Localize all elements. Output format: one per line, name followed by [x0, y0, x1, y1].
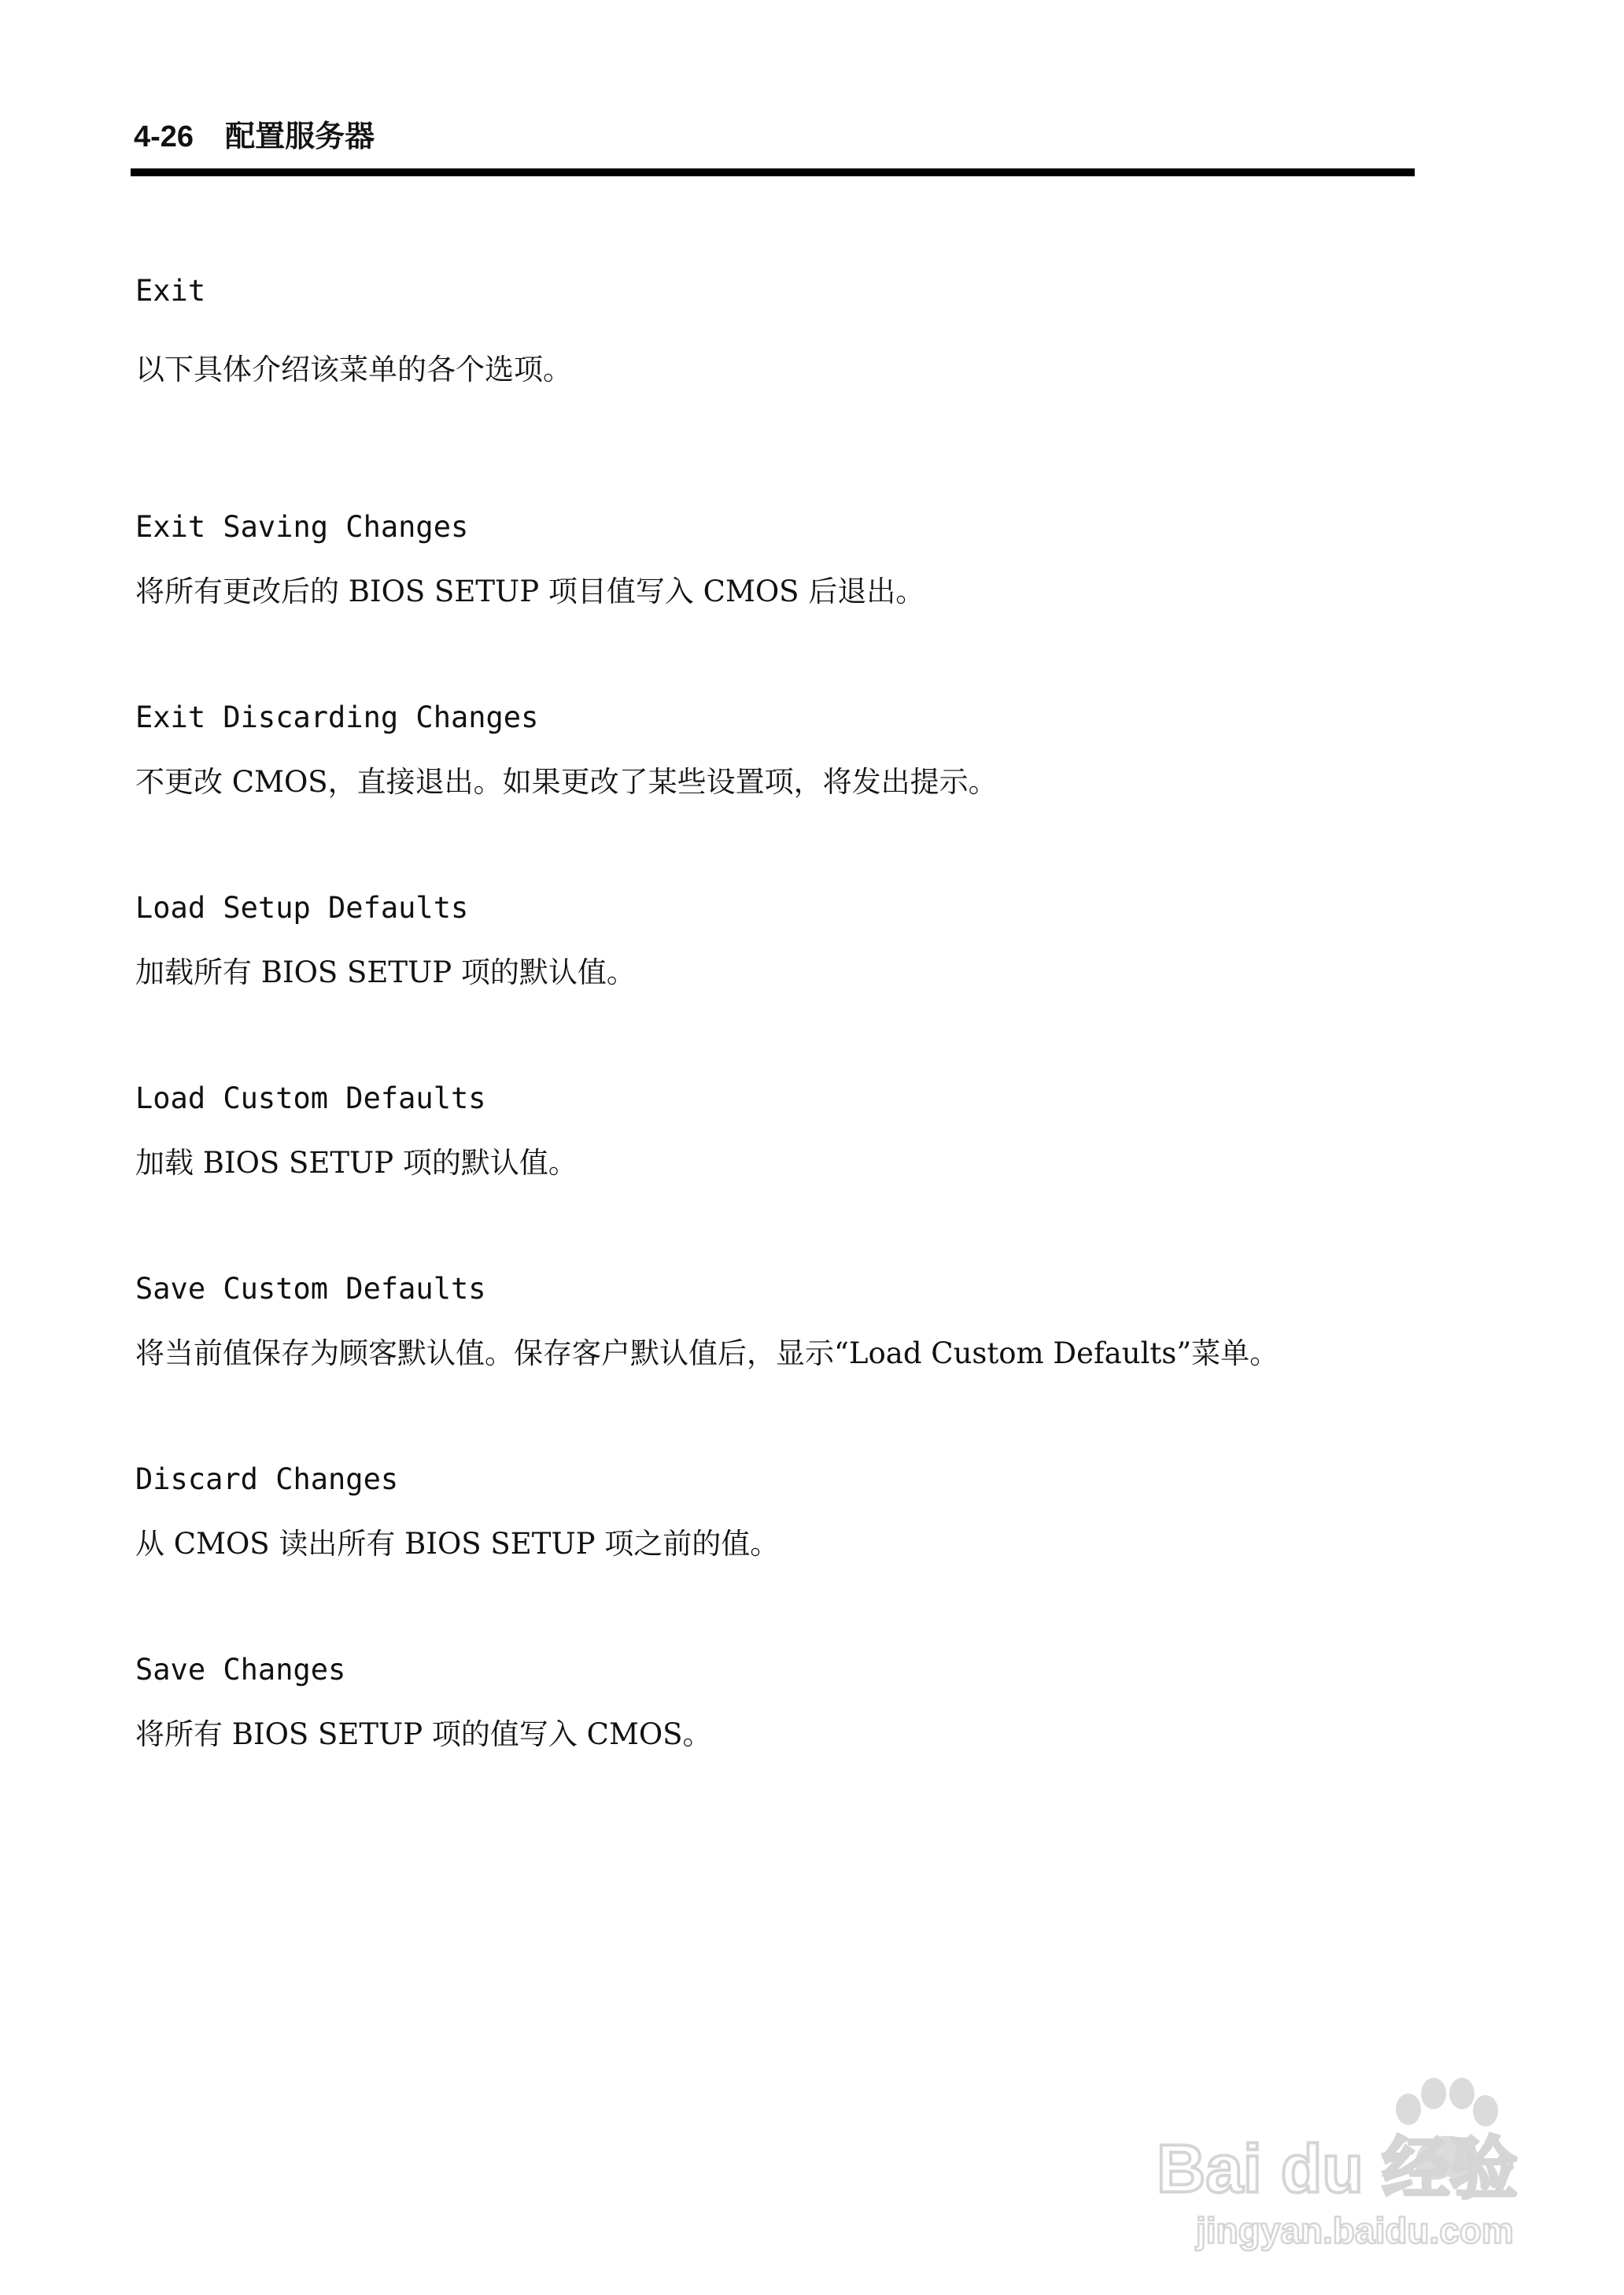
option-title: Load Custom Defaults	[135, 1081, 486, 1115]
page-content	[135, 268, 1426, 1758]
option-title: Discard Changes	[135, 1462, 399, 1496]
section-intro: 以下具体介绍该菜单的各个选项。	[135, 353, 572, 386]
menu-option-exit-discarding-changes	[135, 694, 1426, 806]
menu-option-load-setup-defaults	[135, 885, 1426, 996]
section-title: Exit	[135, 274, 206, 308]
option-description: 从 CMOS 读出所有 BIOS SETUP 项之前的值。	[135, 1527, 780, 1561]
menu-option-discard-changes	[135, 1456, 1426, 1568]
baidu-jingyan-watermark-logo	[1149, 2054, 1558, 2259]
option-description: 将所有更改后的 BIOS SETUP 项目值写入 CMOS 后退出。	[135, 575, 925, 608]
option-description: 将所有 BIOS SETUP 项的值写入 CMOS。	[135, 1717, 712, 1751]
option-description: 不更改 CMOS，直接退出。如果更改了某些设置项，将发出提示。	[135, 765, 998, 799]
menu-option-load-custom-defaults	[135, 1075, 1426, 1187]
option-description: 加载所有 BIOS SETUP 项的默认值。	[135, 955, 636, 989]
watermark-url: jingyan.baidu.com	[1196, 2210, 1514, 2251]
option-title: Exit Discarding Changes	[135, 700, 539, 734]
option-title: Load Setup Defaults	[135, 891, 469, 925]
option-title: Save Custom Defaults	[135, 1272, 486, 1306]
chapter-title: 配置服务器	[225, 120, 375, 153]
option-description: 将当前值保存为顾客默认值。保存客户默认值后，显示“Load Custom Defaults”菜单。	[135, 1336, 1279, 1370]
option-title: Save Changes	[135, 1653, 346, 1687]
page-header	[134, 118, 375, 156]
option-description: 加载 BIOS SETUP 项的默认值。	[135, 1146, 578, 1180]
menu-option-save-custom-defaults	[135, 1266, 1426, 1377]
menu-option-save-changes	[135, 1646, 1426, 1758]
menu-option-exit-saving-changes	[135, 504, 1426, 615]
watermark-brand: Bai du 经验	[1157, 2131, 1518, 2207]
option-title: Exit Saving Changes	[135, 510, 469, 544]
page-number: 4-26	[134, 120, 194, 153]
header-rule	[131, 168, 1415, 176]
